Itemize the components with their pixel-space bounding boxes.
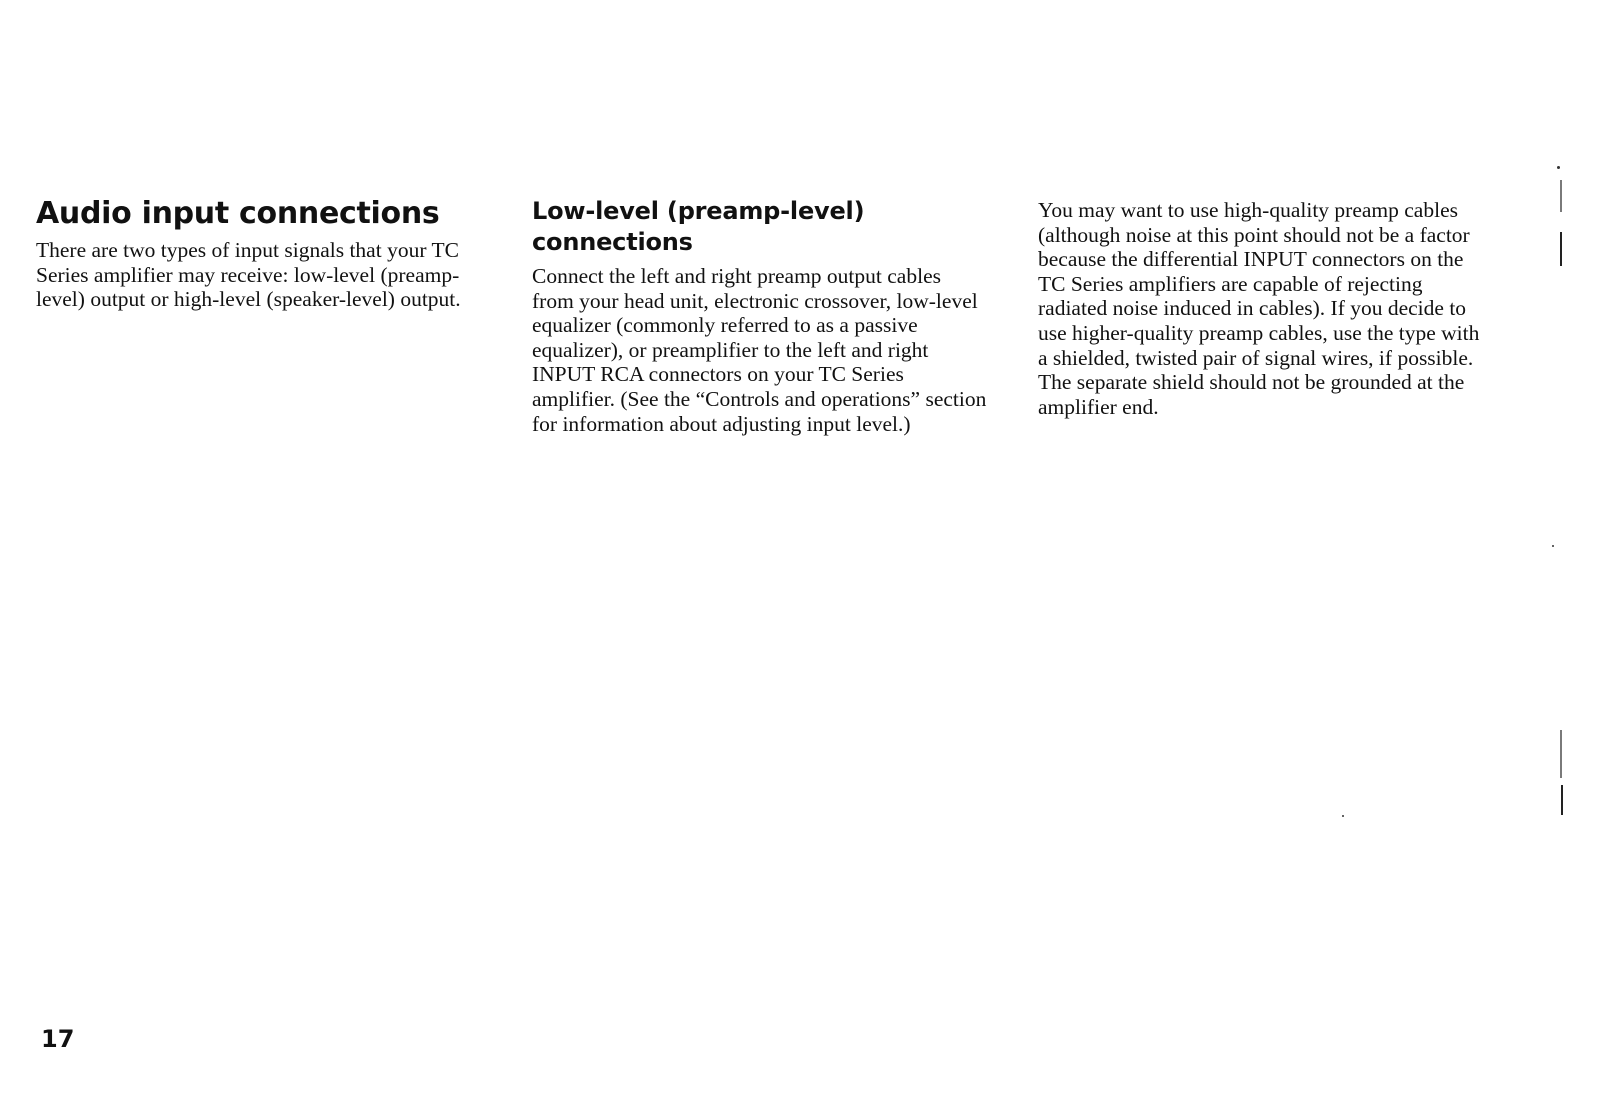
left-column	[36, 196, 476, 312]
middle-column	[532, 196, 987, 436]
section-title: Audio input connections	[36, 196, 440, 231]
scan-speck	[1342, 815, 1344, 817]
scan-edge-mark	[1560, 232, 1562, 266]
page-number: 17	[41, 1025, 75, 1053]
scan-edge-mark	[1561, 785, 1563, 815]
scan-speck	[1557, 166, 1560, 169]
subsection-title: Low-level (preamp-level) connections	[532, 197, 865, 256]
scan-edge-mark	[1560, 180, 1562, 212]
cables-paragraph: You may want to use high-quality preamp cables (although noise at this point should not be a factor because the differential INPUT connectors on the TC Series amplifiers are capable of rejecting radiated noise induced in cables). If you decide to use higher-quality preamp cables, use the type with a shielded, twisted pair of signal wires, if possible. The separate shield should not be grounded at the amplifier end.	[1038, 198, 1480, 419]
low-level-paragraph: Connect the left and right preamp output cables from your head unit, electronic crossover, low-level equalizer (commonly referred to as a passive equalizer), or preamplifier to the left and right INPUT RCA connectors on your TC Series amplifier. (See the “Controls and operations” section for information about adjusting input level.)	[532, 264, 987, 436]
scan-edge-mark	[1560, 730, 1562, 778]
intro-paragraph: There are two types of input signals that your TC Series amplifier may receive: low-level (preamp-level) output or high-level (speaker-level) output.	[36, 238, 461, 312]
scan-speck	[1552, 545, 1554, 547]
right-column	[1038, 198, 1490, 419]
